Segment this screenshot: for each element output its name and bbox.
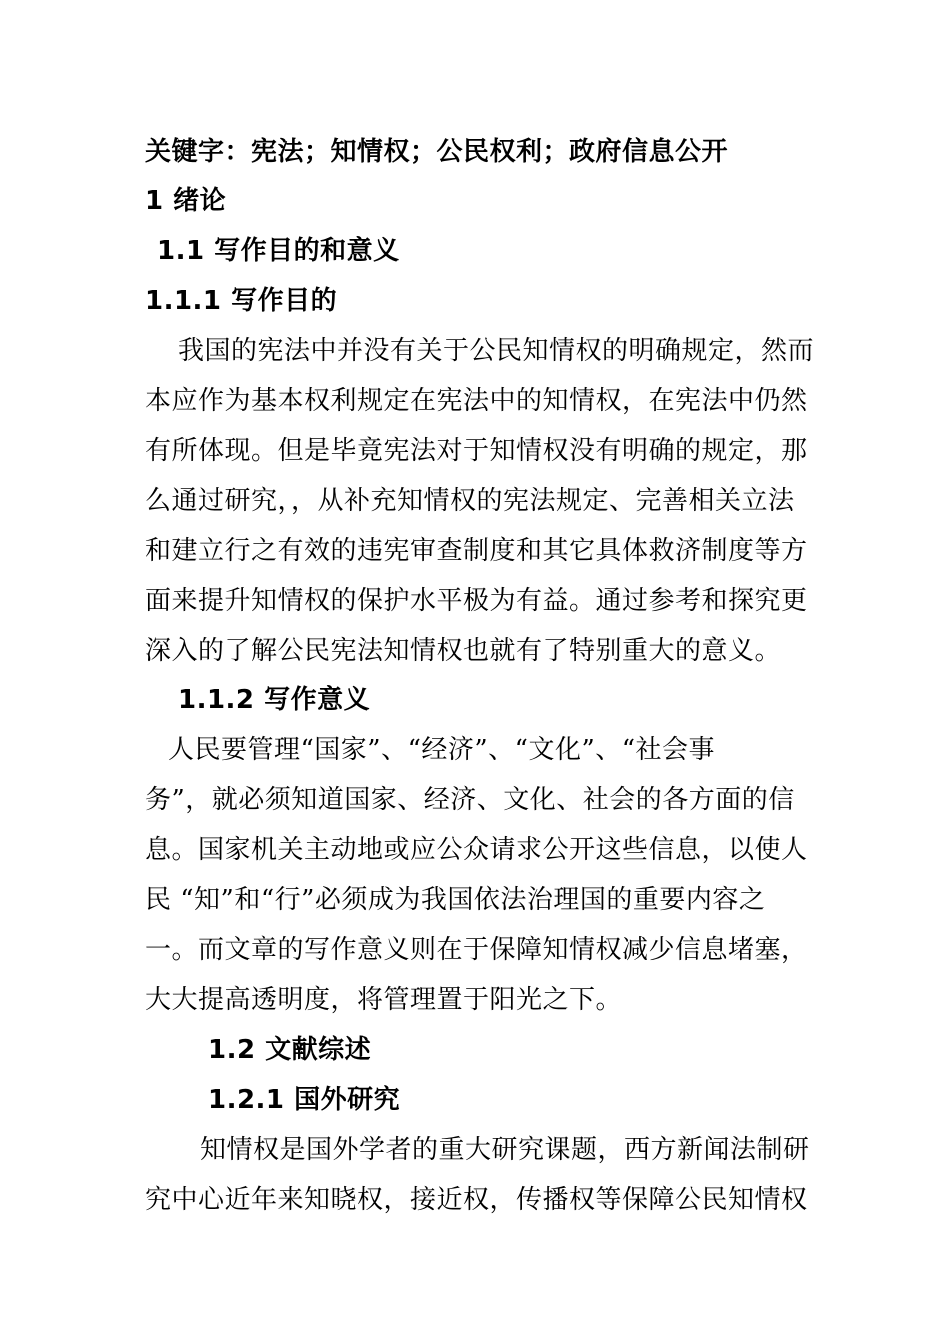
keywords-line: 关键字：宪法；知情权；公民权利；政府信息公开	[145, 137, 729, 167]
paragraph-line: 我国的宪法中并没有关于公民知情权的明确规定，然而	[178, 336, 815, 366]
paragraph-line: 息。国家机关主动地或应公众请求公开这些信息，以使人	[145, 835, 808, 865]
paragraph-line: 么通过研究，，从补充知情权的宪法规定、完善相关立法	[145, 486, 795, 516]
heading-chapter-1: 1 绪论	[145, 186, 227, 216]
paragraph-line: 知情权是国外学者的重大研究课题，西方新闻法制研	[200, 1135, 810, 1165]
paragraph-line: 人民要管理“国家”、“经济”、“文化”、“社会事	[168, 735, 716, 765]
paragraph-line: 究中心近年来知晓权，接近权，传播权等保障公民知情权	[145, 1185, 808, 1215]
paragraph-line: 本应作为基本权利规定在宪法中的知情权，在宪法中仍然	[145, 386, 808, 416]
heading-section-1-2: 1.2 文献综述	[208, 1035, 372, 1065]
heading-section-1-1: 1.1 写作目的和意义	[157, 236, 400, 266]
paragraph-line: 大大提高透明度，将管理置于阳光之下。	[145, 985, 623, 1015]
paragraph-line: 民 “知”和“行”必须成为我国依法治理国的重要内容之	[145, 885, 766, 915]
paragraph-line: 和建立行之有效的违宪审查制度和其它具体救济制度等方	[145, 536, 808, 566]
paragraph-line: 有所体现。但是毕竟宪法对于知情权没有明确的规定，那	[145, 436, 808, 466]
paragraph-line: 一。而文章的写作意义则在于保障知情权减少信息堵塞，	[145, 935, 808, 965]
paragraph-line: 面来提升知情权的保护水平极为有益。通过参考和探究更	[145, 586, 808, 616]
paragraph-line: 务”，就必须知道国家、经济、文化、社会的各方面的信	[145, 785, 795, 815]
heading-subsection-1-1-2: 1.1.2 写作意义	[178, 685, 371, 715]
paragraph-line: 深入的了解公民宪法知情权也就有了特别重大的意义。	[145, 636, 782, 666]
heading-subsection-1-2-1: 1.2.1 国外研究	[208, 1085, 401, 1115]
heading-subsection-1-1-1: 1.1.1 写作目的	[145, 286, 338, 316]
